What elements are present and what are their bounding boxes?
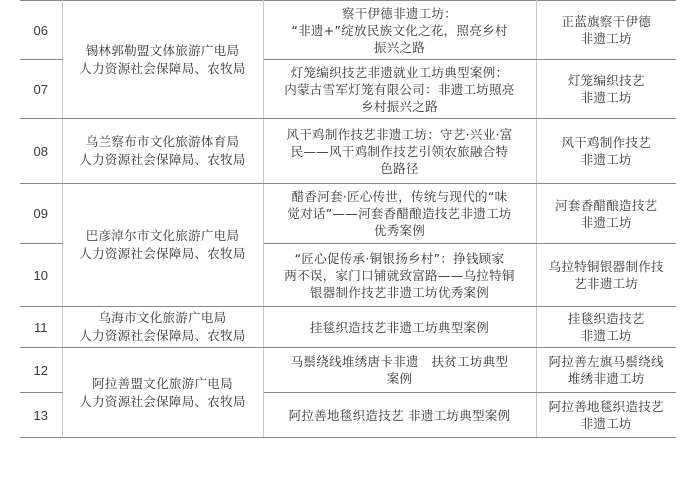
case-line: 灯笼编织技艺非遗就业工坊典型案例： [290,64,509,80]
workshop-line: 艺非遗工坊 [574,276,639,291]
workshop-line: 非遗工坊 [580,328,632,343]
case-line: 案例 [386,371,413,386]
table-row [20,348,676,393]
row-number: 11 [20,307,62,348]
unit-line: 人力资源社会保障局、农牧局 [79,60,246,76]
case-line: 挂毯织造技艺非遗工坊典型案例 [309,319,490,335]
unit-line: 锡林郭勒盟文体旅游广电局 [85,42,240,58]
unit-line: 人力资源社会保障局、农牧局 [79,246,246,261]
case-line: 风干鸡制作技艺非遗工坊：守艺·兴业·富 [286,126,513,142]
case-title [263,1,536,60]
recommending-unit [62,307,263,348]
case-title [263,244,536,307]
table-row [20,307,676,348]
case-title [263,348,536,393]
case-line: “匠心促传承·铜银扬乡村”：挣钱顾家 [294,250,505,266]
unit-line: 乌兰察布市文化旅游体育局 [85,134,240,149]
workshop-line: 乌拉特铜银器制作技 [548,259,664,274]
recommending-unit [62,1,263,119]
workshop-name [536,244,676,307]
workshop-line: 灯笼编织技艺 [567,73,645,88]
workshop-line: 风干鸡制作技艺 [561,135,652,150]
case-line: 觉对话”——河套香醋酿造技艺非遗工坊 [287,206,512,221]
case-title [263,184,536,244]
workshop-name [536,307,676,348]
case-title [263,307,536,348]
row-number: 06 [20,1,62,60]
workshop-line: 正蓝旗察干伊德 [561,14,652,29]
workshop-line: 阿拉善左旗马鬃绕线 [548,354,664,369]
row-number: 09 [20,184,62,244]
workshop-line: 河套香醋酿造技艺 [555,197,658,213]
case-line: 乡村振兴之路 [361,98,438,114]
workshop-line: 非遗工坊 [580,90,632,105]
workshop-line: 阿拉善地毯织造技艺 [548,399,664,414]
unit-line: 人力资源社会保障局、农牧局 [79,393,246,409]
workshop-line: 非遗工坊 [580,152,632,167]
case-line: “非遗+”绽放民族文化之花，照亮乡村 [291,22,508,38]
table-row [20,1,676,60]
workshop-line: 非遗工坊 [580,214,632,230]
workshop-case-table [20,0,676,438]
row-number: 12 [20,348,62,393]
workshop-line: 堆绣非遗工坊 [567,371,645,386]
table-row [20,119,676,184]
workshop-name [536,348,676,393]
unit-line: 巴彦淖尔市文化旅游广电局 [85,228,240,243]
workshop-name [536,119,676,184]
workshop-line: 非遗工坊 [580,416,632,431]
case-title [263,60,536,119]
case-line: 银器制作技艺非遗工坊优秀案例 [309,284,490,300]
row-number: 10 [20,244,62,307]
case-title [263,119,536,184]
case-title [263,393,536,438]
workshop-line: 挂毯织造技艺 [567,311,645,326]
unit-line: 阿拉善盟文化旅游广电局 [92,375,233,391]
row-number: 08 [20,119,62,184]
case-line: 色路径 [380,160,419,176]
recommending-unit [62,348,263,438]
case-line: 优秀案例 [373,223,426,238]
workshop-line: 非遗工坊 [580,31,632,46]
case-line: 察干伊德非遗工坊： [341,5,458,21]
recommending-unit [62,119,263,184]
workshop-name [536,393,676,438]
workshop-name [536,184,676,244]
case-line: 醋香河套·匠心传世，传统与现代的“味 [291,189,508,204]
row-number: 13 [20,393,62,438]
workshop-name [536,60,676,119]
unit-line: 乌海市文化旅游广电局 [98,310,227,325]
case-line: 民——风干鸡制作技艺引领农旅融合特 [290,143,509,159]
recommending-unit [62,184,263,307]
unit-line: 人力资源社会保障局、农牧局 [79,328,246,343]
case-line: 振兴之路 [373,39,426,55]
row-number: 07 [20,60,62,119]
case-line: 阿拉善地毯织造技艺 非遗工坊典型案例 [288,407,511,423]
case-line: 两不误，家门口铺就致富路——乌拉特铜 [284,267,515,283]
unit-line: 人力资源社会保障局、农牧局 [79,152,246,167]
case-line: 内蒙古雪军灯笼有限公司：非遗工坊照亮 [284,81,515,97]
workshop-name [536,1,676,60]
table-row [20,184,676,244]
case-line: 马鬃绕线堆绣唐卡非遗 扶贫工坊典型 [290,354,509,369]
